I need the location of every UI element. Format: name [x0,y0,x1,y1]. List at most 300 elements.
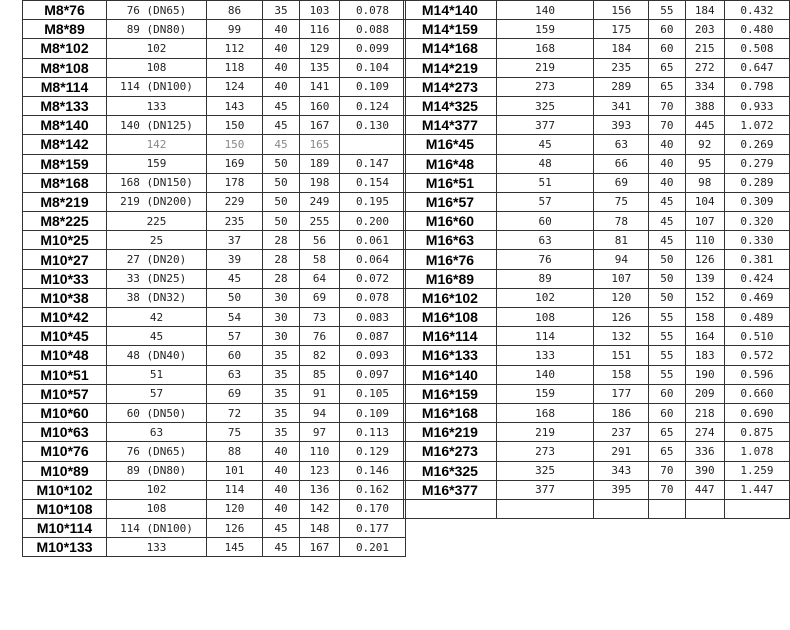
value-cell: 42 [107,308,207,327]
size-label-cell: M14*219 [404,58,497,77]
size-label-cell: M10*42 [23,308,107,327]
value-cell [594,499,649,518]
size-label-cell: M16*45 [404,135,497,154]
value-cell: 45 [263,538,300,557]
size-label-cell: M16*60 [404,212,497,231]
value-cell: 98 [685,173,724,192]
value-cell: 65 [649,77,685,96]
value-cell: 40 [649,154,685,173]
value-cell: 89 [496,269,594,288]
value-cell: 0.130 [340,116,406,135]
value-cell: 184 [685,1,724,20]
size-label-cell: M8*219 [23,192,107,211]
value-cell: 158 [685,308,724,327]
size-label-cell: M14*168 [404,39,497,58]
value-cell: 123 [300,461,340,480]
value-cell: 99 [207,20,263,39]
size-label-cell [404,499,497,518]
value-cell: 65 [649,423,685,442]
value-cell: 57 [496,192,594,211]
value-cell: 190 [685,365,724,384]
value-cell: 177 [594,384,649,403]
table-row [23,423,406,442]
value-cell: 101 [207,461,263,480]
size-label-cell: M8*108 [23,58,107,77]
value-cell: 50 [649,288,685,307]
value-cell: 0.088 [340,20,406,39]
value-cell: 45 [263,519,300,538]
value-cell: 255 [300,212,340,231]
value-cell: 388 [685,96,724,115]
size-label-cell: M16*377 [404,480,497,499]
value-cell: 126 [594,308,649,327]
size-label-cell: M10*45 [23,327,107,346]
value-cell: 60 [649,20,685,39]
value-cell: 76 (DN65) [107,442,207,461]
table-row [404,39,790,58]
value-cell: 390 [685,461,724,480]
table-row [404,116,790,135]
value-cell: 94 [594,250,649,269]
size-label-cell: M16*102 [404,288,497,307]
value-cell: 0.647 [724,58,789,77]
value-cell: 85 [300,365,340,384]
value-cell: 45 [263,116,300,135]
size-label-cell: M16*140 [404,365,497,384]
value-cell: 0.087 [340,327,406,346]
table-row [23,250,406,269]
table-row [23,20,406,39]
value-cell: 45 [649,212,685,231]
value-cell: 140 [496,365,594,384]
size-label-cell: M16*108 [404,308,497,327]
value-cell: 0.690 [724,403,789,422]
table-row [23,327,406,346]
value-cell: 215 [685,39,724,58]
value-cell: 76 [300,327,340,346]
size-label-cell: M16*325 [404,461,497,480]
table-row [404,135,790,154]
table-row [404,403,790,422]
value-cell: 35 [263,423,300,442]
value-cell: 60 [649,403,685,422]
value-cell: 377 [496,480,594,499]
value-cell: 89 (DN80) [107,20,207,39]
value-cell: 0.099 [340,39,406,58]
value-cell: 40 [263,442,300,461]
value-cell [496,499,594,518]
value-cell: 133 [107,96,207,115]
value-cell: 110 [300,442,340,461]
value-cell: 393 [594,116,649,135]
value-cell: 55 [649,327,685,346]
value-cell: 69 [207,384,263,403]
value-cell: 66 [594,154,649,173]
table-row [23,269,406,288]
value-cell: 0.309 [724,192,789,211]
value-cell: 0.109 [340,403,406,422]
value-cell: 0.660 [724,384,789,403]
value-cell: 274 [685,423,724,442]
value-cell [685,499,724,518]
value-cell: 78 [594,212,649,231]
value-cell: 40 [263,461,300,480]
value-cell: 55 [649,365,685,384]
value-cell: 0.480 [724,20,789,39]
value-cell: 28 [263,250,300,269]
size-label-cell: M8*89 [23,20,107,39]
value-cell: 0.875 [724,423,789,442]
value-cell: 65 [649,442,685,461]
value-cell: 76 [496,250,594,269]
value-cell: 118 [207,58,263,77]
value-cell: 0.078 [340,1,406,20]
value-cell: 0.097 [340,365,406,384]
size-label-cell: M16*76 [404,250,497,269]
table-row [404,77,790,96]
value-cell: 45 [496,135,594,154]
value-cell: 169 [207,154,263,173]
table-row [23,77,406,96]
value-cell: 56 [300,231,340,250]
size-label-cell: M16*48 [404,154,497,173]
value-cell: 150 [207,116,263,135]
value-cell: 116 [300,20,340,39]
value-cell: 0.424 [724,269,789,288]
size-label-cell: M16*51 [404,173,497,192]
value-cell: 65 [649,58,685,77]
value-cell: 225 [107,212,207,231]
value-cell: 38 (DN32) [107,288,207,307]
size-label-cell: M10*102 [23,480,107,499]
value-cell: 142 [107,135,207,154]
table-row [404,250,790,269]
value-cell: 94 [300,403,340,422]
value-cell: 39 [207,250,263,269]
value-cell: 135 [300,58,340,77]
value-cell: 120 [207,499,263,518]
value-cell: 0.146 [340,461,406,480]
size-label-cell: M10*33 [23,269,107,288]
size-label-cell: M10*76 [23,442,107,461]
size-label-cell: M8*159 [23,154,107,173]
table-row [404,269,790,288]
value-cell: 114 (DN100) [107,519,207,538]
value-cell: 1.072 [724,116,789,135]
table-row [404,96,790,115]
value-cell: 219 [496,423,594,442]
table-row [404,212,790,231]
right-spec-table [403,0,790,519]
value-cell: 0.279 [724,154,789,173]
value-cell: 235 [594,58,649,77]
value-cell: 114 (DN100) [107,77,207,96]
value-cell [724,499,789,518]
table-row [404,192,790,211]
value-cell: 35 [263,403,300,422]
size-label-cell: M16*114 [404,327,497,346]
value-cell: 0.154 [340,173,406,192]
value-cell: 1.259 [724,461,789,480]
value-cell: 235 [207,212,263,231]
value-cell: 108 [107,58,207,77]
value-cell: 0.072 [340,269,406,288]
value-cell: 136 [300,480,340,499]
table-row [404,384,790,403]
value-cell: 45 [107,327,207,346]
value-cell: 156 [594,1,649,20]
value-cell: 63 [207,365,263,384]
table-row [23,96,406,115]
value-cell: 60 [496,212,594,231]
table-row [23,212,406,231]
size-label-cell: M14*377 [404,116,497,135]
value-cell: 0.093 [340,346,406,365]
size-label-cell: M10*57 [23,384,107,403]
value-cell: 30 [263,327,300,346]
value-cell: 40 [263,480,300,499]
value-cell: 69 [594,173,649,192]
table-row [23,461,406,480]
table-row [23,58,406,77]
value-cell: 148 [300,519,340,538]
value-cell: 70 [649,116,685,135]
size-label-cell: M10*27 [23,250,107,269]
table-row [23,365,406,384]
value-cell: 107 [594,269,649,288]
value-cell: 0.195 [340,192,406,211]
size-label-cell: M14*140 [404,1,497,20]
value-cell: 273 [496,77,594,96]
size-label-cell: M8*225 [23,212,107,231]
value-cell: 63 [107,423,207,442]
table-row [23,538,406,557]
value-cell: 0.105 [340,384,406,403]
value-cell: 110 [685,231,724,250]
value-cell: 64 [300,269,340,288]
value-cell: 55 [649,346,685,365]
value-cell: 102 [107,39,207,58]
value-cell: 0.201 [340,538,406,557]
value-cell: 183 [685,346,724,365]
size-label-cell: M16*63 [404,231,497,250]
value-cell: 0.200 [340,212,406,231]
value-cell: 95 [685,154,724,173]
table-row [404,327,790,346]
value-cell: 63 [496,231,594,250]
value-cell: 1.078 [724,442,789,461]
value-cell: 28 [263,269,300,288]
value-cell: 145 [207,538,263,557]
table-row [404,1,790,20]
value-cell: 167 [300,538,340,557]
value-cell: 60 (DN50) [107,403,207,422]
value-cell: 132 [594,327,649,346]
table-row [23,231,406,250]
value-cell: 107 [685,212,724,231]
value-cell: 0.147 [340,154,406,173]
value-cell: 0.508 [724,39,789,58]
value-cell: 168 (DN150) [107,173,207,192]
size-label-cell: M8*76 [23,1,107,20]
size-label-cell: M10*114 [23,519,107,538]
value-cell: 0.109 [340,77,406,96]
value-cell: 168 [496,403,594,422]
value-cell: 28 [263,231,300,250]
value-cell: 0.061 [340,231,406,250]
size-label-cell: M16*159 [404,384,497,403]
size-label-cell: M16*89 [404,269,497,288]
table-row [404,154,790,173]
value-cell: 88 [207,442,263,461]
value-cell: 102 [107,480,207,499]
left-spec-table [22,0,406,557]
table-row [404,58,790,77]
table-row [23,154,406,173]
table-row [23,173,406,192]
value-cell [340,135,406,154]
value-cell: 249 [300,192,340,211]
value-cell: 103 [300,1,340,20]
table-row [404,231,790,250]
size-label-cell: M8*114 [23,77,107,96]
value-cell: 102 [496,288,594,307]
value-cell: 133 [496,346,594,365]
value-cell: 108 [496,308,594,327]
value-cell: 151 [594,346,649,365]
value-cell: 325 [496,96,594,115]
size-label-cell: M16*57 [404,192,497,211]
value-cell: 343 [594,461,649,480]
size-label-cell: M16*219 [404,423,497,442]
size-label-cell: M10*51 [23,365,107,384]
value-cell: 229 [207,192,263,211]
size-label-cell: M10*89 [23,461,107,480]
size-label-cell: M16*273 [404,442,497,461]
value-cell: 35 [263,1,300,20]
size-label-cell: M14*159 [404,20,497,39]
value-cell: 273 [496,442,594,461]
size-label-cell: M10*48 [23,346,107,365]
value-cell: 37 [207,231,263,250]
size-label-cell: M16*168 [404,403,497,422]
value-cell: 120 [594,288,649,307]
value-cell: 51 [496,173,594,192]
table-row [23,442,406,461]
value-cell: 73 [300,308,340,327]
value-cell: 50 [207,288,263,307]
value-cell: 35 [263,346,300,365]
value-cell: 50 [263,212,300,231]
value-cell: 1.447 [724,480,789,499]
value-cell: 140 (DN125) [107,116,207,135]
value-cell: 86 [207,1,263,20]
value-cell: 75 [207,423,263,442]
value-cell: 48 (DN40) [107,346,207,365]
size-label-cell: M10*63 [23,423,107,442]
value-cell: 0.083 [340,308,406,327]
value-cell: 133 [107,538,207,557]
size-label-cell: M10*108 [23,499,107,518]
value-cell: 55 [649,1,685,20]
table-row [404,20,790,39]
table-row [404,173,790,192]
table-row [404,288,790,307]
value-cell: 0.269 [724,135,789,154]
value-cell: 40 [263,58,300,77]
value-cell: 159 [496,384,594,403]
value-cell: 0.330 [724,231,789,250]
value-cell: 0.933 [724,96,789,115]
value-cell: 0.113 [340,423,406,442]
value-cell: 219 [496,58,594,77]
value-cell: 0.469 [724,288,789,307]
value-cell: 112 [207,39,263,58]
value-cell: 218 [685,403,724,422]
value-cell: 45 [263,135,300,154]
value-cell: 219 (DN200) [107,192,207,211]
value-cell: 325 [496,461,594,480]
table-row [404,461,790,480]
table-row [23,135,406,154]
value-cell: 289 [594,77,649,96]
value-cell: 141 [300,77,340,96]
value-cell: 50 [263,192,300,211]
value-cell: 104 [685,192,724,211]
value-cell: 291 [594,442,649,461]
value-cell: 70 [649,96,685,115]
value-cell: 97 [300,423,340,442]
value-cell: 445 [685,116,724,135]
value-cell: 0.177 [340,519,406,538]
table-row [404,442,790,461]
value-cell: 336 [685,442,724,461]
value-cell: 114 [496,327,594,346]
value-cell: 76 (DN65) [107,1,207,20]
value-cell: 50 [263,154,300,173]
value-cell: 45 [649,192,685,211]
value-cell: 25 [107,231,207,250]
size-label-cell: M14*325 [404,96,497,115]
value-cell: 69 [300,288,340,307]
value-cell: 167 [300,116,340,135]
value-cell: 72 [207,403,263,422]
size-label-cell: M10*25 [23,231,107,250]
table-row [23,1,406,20]
size-label-cell: M14*273 [404,77,497,96]
value-cell: 395 [594,480,649,499]
value-cell: 143 [207,96,263,115]
value-cell: 0.596 [724,365,789,384]
value-cell: 60 [649,39,685,58]
table-row [404,365,790,384]
value-cell: 159 [107,154,207,173]
value-cell: 152 [685,288,724,307]
value-cell: 186 [594,403,649,422]
value-cell: 60 [649,384,685,403]
value-cell: 0.129 [340,442,406,461]
value-cell: 35 [263,365,300,384]
value-cell: 164 [685,327,724,346]
size-label-cell: M10*60 [23,403,107,422]
value-cell: 55 [649,308,685,327]
value-cell: 184 [594,39,649,58]
value-cell: 89 (DN80) [107,461,207,480]
value-cell: 63 [594,135,649,154]
value-cell: 70 [649,480,685,499]
value-cell: 50 [263,173,300,192]
value-cell: 0.320 [724,212,789,231]
